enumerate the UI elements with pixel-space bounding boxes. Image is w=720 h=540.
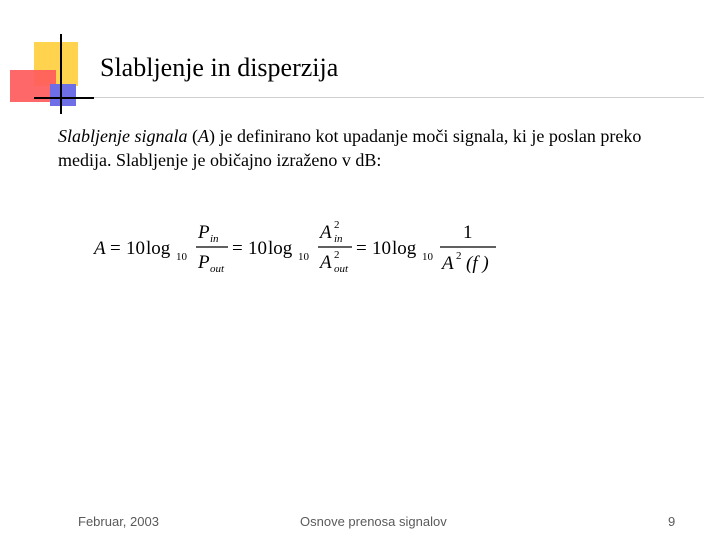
formula-eq-1: = — [110, 238, 121, 259]
footer-page-number: 9 — [668, 514, 676, 529]
term-italic: Slabljenje signala — [58, 126, 188, 146]
footer-topic: Osnove prenosa signalov — [300, 514, 447, 529]
formula-coef-2: 10 — [248, 238, 267, 259]
decor-vertical-line — [60, 34, 62, 114]
formula-logsub-3: 10 — [422, 251, 433, 263]
symbol-A: A — [198, 126, 209, 146]
frac2-num-sub: in — [334, 233, 343, 245]
body-text: ) je definirano kot upadanje moči signala, ki je poslan preko medija. Slabljenje je običajno izraženo v dB: — [58, 126, 642, 170]
slide-title: Slabljenje in disperzija — [100, 53, 339, 82]
formula-eq-3: = — [356, 238, 367, 259]
frac2-den: A — [320, 252, 332, 273]
frac3-den-A: A — [442, 253, 454, 274]
formula-lhs: A — [94, 238, 106, 259]
frac2-num-sup: 2 — [334, 219, 340, 231]
formula-coef-3: 10 — [372, 238, 391, 259]
title-underline — [34, 97, 704, 98]
frac1-den-sub: out — [210, 263, 225, 275]
formula-log-3: log — [392, 238, 417, 259]
formula-eq-2: = — [232, 238, 243, 259]
frac1-num: P — [198, 222, 210, 243]
body-paragraph — [58, 124, 678, 172]
decor-blue-square — [50, 84, 76, 106]
title-underline-accent — [34, 97, 94, 99]
frac2-num: A — [320, 222, 332, 243]
frac1-den: P — [198, 252, 210, 273]
formula-log-1: log — [146, 238, 171, 259]
formula-log-2: log — [268, 238, 293, 259]
formula-logsub-1: 10 — [176, 251, 187, 263]
frac2-den-sub: out — [334, 263, 349, 275]
attenuation-formula — [90, 214, 510, 280]
formula-logsub-2: 10 — [298, 251, 309, 263]
formula-coef-1: 10 — [126, 238, 145, 259]
frac3-den-arg: (f ) — [466, 253, 489, 274]
frac2-den-sup: 2 — [334, 249, 340, 261]
frac3-num: 1 — [463, 222, 473, 243]
frac3-den-sup: 2 — [456, 250, 462, 262]
footer-date: Februar, 2003 — [78, 514, 159, 529]
paren-open: ( — [187, 126, 198, 146]
frac1-num-sub: in — [210, 233, 219, 245]
